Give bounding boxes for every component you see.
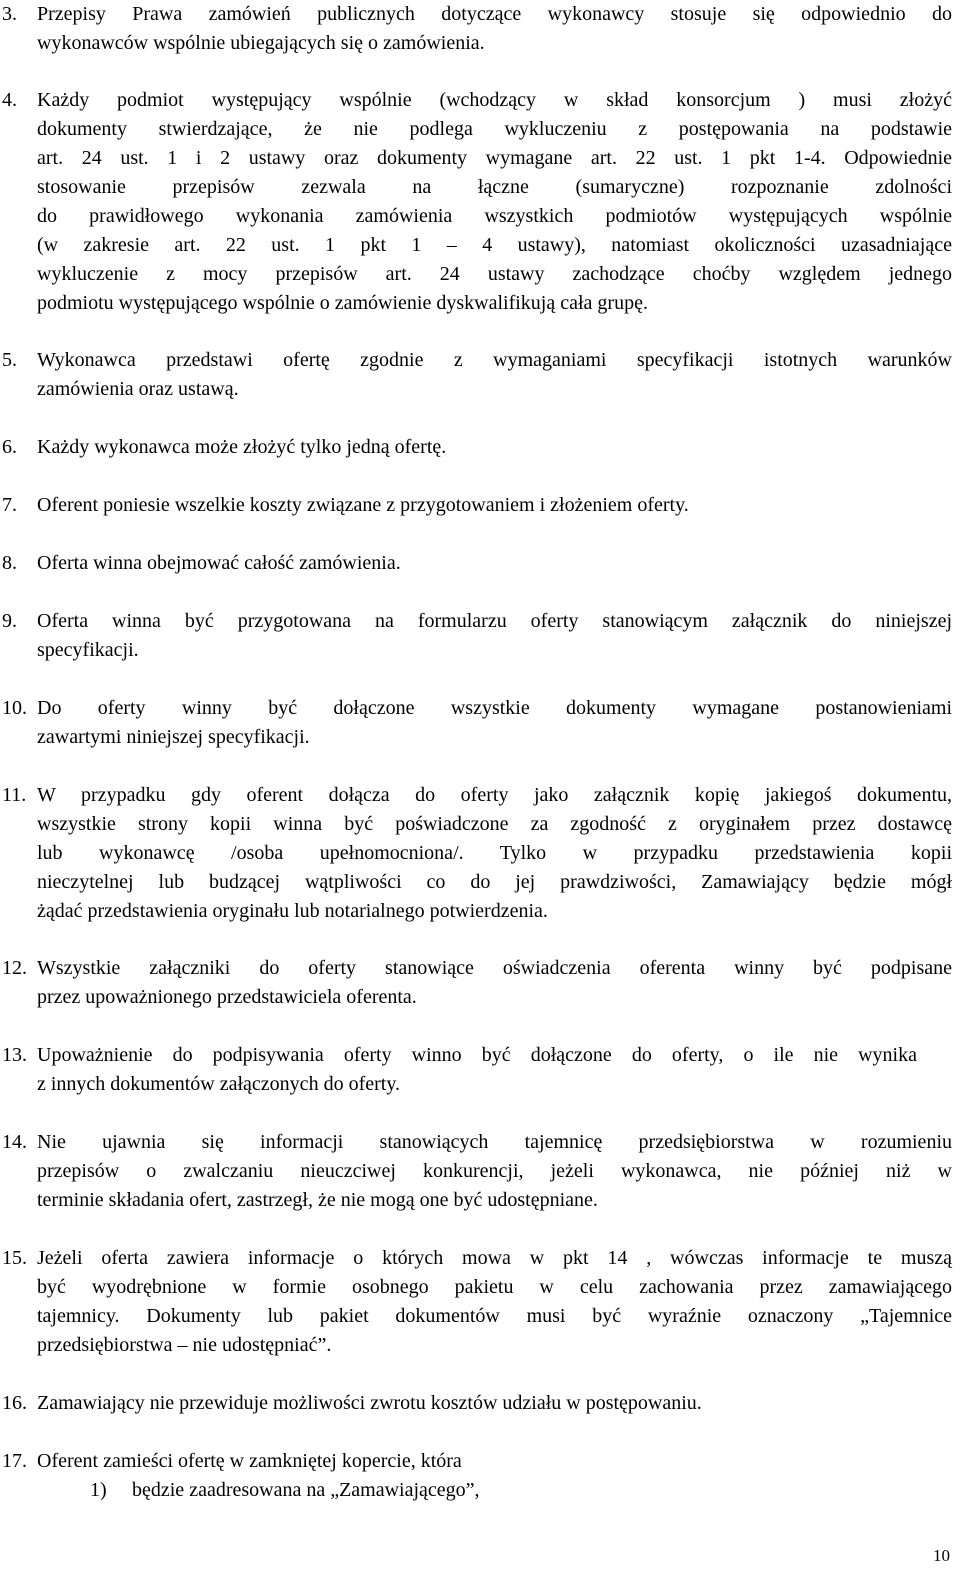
item-number: 9. (2, 610, 17, 632)
text-line: Każdy wykonawca może złożyć tylko jedną ofertę. (37, 436, 447, 458)
item-text (37, 491, 952, 520)
item-text (37, 1041, 917, 1099)
page-number: 10 (933, 1546, 950, 1565)
item-text (37, 1244, 952, 1360)
text-line: wykluczenie z mocy przepisów art. 24 ustawy zachodzące choćby względem jednego (37, 263, 952, 285)
item-number: 5. (2, 349, 17, 371)
text-line: tajemnicy. Dokumenty lub pakiet dokumentów musi być wyraźnie oznaczony „Tajemnice (37, 1305, 952, 1327)
item-number: 3. (2, 3, 17, 25)
text-line: Jeżeli oferta zawiera informacje o których mowa w pkt 14 , wówczas informacje te muszą (37, 1247, 952, 1269)
text-line: przepisów o zwalczaniu nieuczciwej konkurencji, jeżeli wykonawca, nie później niż w (37, 1160, 952, 1182)
text-line: Oferent poniesie wszelkie koszty związane z przygotowaniem i złożeniem oferty. (37, 494, 689, 516)
text-line: przedsiębiorstwa – nie udostępniać”. (37, 1334, 332, 1356)
item-number: 12. (2, 957, 27, 979)
text-line: lub wykonawcę /osoba upełnomocniona/. Tylko w przypadku przedstawienia kopii (37, 842, 952, 864)
text-line: W przypadku gdy oferent dołącza do oferty jako załącznik kopię jakiegoś dokumentu, (37, 784, 952, 806)
text-line: zawartymi niniejszej specyfikacji. (37, 726, 310, 748)
text-line: przez upoważnionego przedstawiciela oferenta. (37, 986, 417, 1008)
item-text (37, 607, 952, 665)
item-number: 11. (2, 784, 27, 806)
text-line: żądać przedstawienia oryginału lub notarialnego potwierdzenia. (37, 900, 548, 922)
text-line: nieczytelnej lub budzącej wątpliwości co do jej prawdziwości, Zamawiający będzie mógł (37, 871, 952, 893)
text-line: podmiotu występującego wspólnie o zamówienie dyskwalifikują cała grupę. (37, 292, 648, 314)
item-text (37, 86, 952, 318)
item-number: 7. (2, 494, 17, 516)
item-text (37, 0, 952, 58)
text-line: Wykonawca przedstawi ofertę zgodnie z wymaganiami specyfikacji istotnych warunków (37, 349, 952, 371)
item-number: 14. (2, 1131, 27, 1153)
text-line: do prawidłowego wykonania zamówienia wszystkich podmiotów występujących wspólnie (37, 205, 952, 227)
item-number: 13. (2, 1044, 27, 1066)
text-line: stosowanie przepisów zezwala na łączne (sumaryczne) rozpoznanie zdolności (37, 176, 952, 198)
item-number: 15. (2, 1247, 27, 1269)
sub-item-text: będzie zaadresowana na „Zamawiającego”, (132, 1479, 480, 1501)
text-line: Oferta winna być przygotowana na formularzu oferty stanowiącym załącznik do niniejszej (37, 610, 952, 632)
text-line: Do oferty winny być dołączone wszystkie dokumenty wymagane postanowieniami (37, 697, 952, 719)
item-number: 17. (2, 1450, 27, 1472)
item-text (37, 346, 952, 404)
item-number: 6. (2, 436, 17, 458)
text-line: wykonawców wspólnie ubiegających się o zamówienia. (37, 32, 485, 54)
item-text (37, 781, 952, 926)
text-line: specyfikacji. (37, 639, 139, 661)
item-number: 16. (2, 1392, 27, 1414)
item-text (37, 433, 952, 462)
text-line: art. 24 ust. 1 i 2 ustawy oraz dokumenty wymagane art. 22 ust. 1 pkt 1-4. Odpowiednie (37, 147, 952, 169)
item-text (37, 694, 952, 752)
text-line: Przepisy Prawa zamówień publicznych dotyczące wykonawcy stosuje się odpowiednio do (37, 3, 952, 25)
text-line: z innych dokumentów załączonych do oferty. (37, 1073, 401, 1095)
text-line: wszystkie strony kopii winna być poświadczone za zgodność z oryginałem przez dostawcę (37, 813, 952, 835)
text-line: (w zakresie art. 22 ust. 1 pkt 1 – 4 ustawy), natomiast okoliczności uzasadniające (37, 234, 952, 256)
text-line: być wyodrębnione w formie osobnego pakietu w celu zachowania przez zamawiającego (37, 1276, 952, 1298)
text-line: Nie ujawnia się informacji stanowiących tajemnicę przedsiębiorstwa w rozumieniu (37, 1131, 952, 1153)
item-text (37, 954, 952, 1012)
item-text (37, 1128, 952, 1215)
text-line: Każdy podmiot występujący wspólnie (wchodzący w skład konsorcjum ) musi złożyć (37, 89, 952, 111)
item-text (37, 1447, 952, 1476)
text-line: terminie składania ofert, zastrzegł, że nie mogą one być udostępniane. (37, 1189, 598, 1211)
text-line: Oferent zamieści ofertę w zamkniętej kopercie, która (37, 1450, 462, 1472)
item-text (37, 549, 952, 578)
item-text (37, 1389, 952, 1418)
text-line: Oferta winna obejmować całość zamówienia. (37, 552, 401, 574)
text-line: dokumenty stwierdzające, że nie podlega wykluczeniu z postępowania na podstawie (37, 118, 952, 140)
item-number: 10. (2, 697, 27, 719)
text-line: Zamawiający nie przewiduje możliwości zwrotu kosztów udziału w postępowaniu. (37, 1392, 702, 1414)
item-number: 4. (2, 89, 17, 111)
text-line: Upoważnienie do podpisywania oferty winno być dołączone do oferty, o ile nie wynika (37, 1044, 917, 1066)
text-line: Wszystkie załączniki do oferty stanowiące oświadczenia oferenta winny być podpisane (37, 957, 952, 979)
text-line: zamówienia oraz ustawą. (37, 378, 239, 400)
sub-item-number: 1) (90, 1479, 107, 1501)
item-number: 8. (2, 552, 17, 574)
